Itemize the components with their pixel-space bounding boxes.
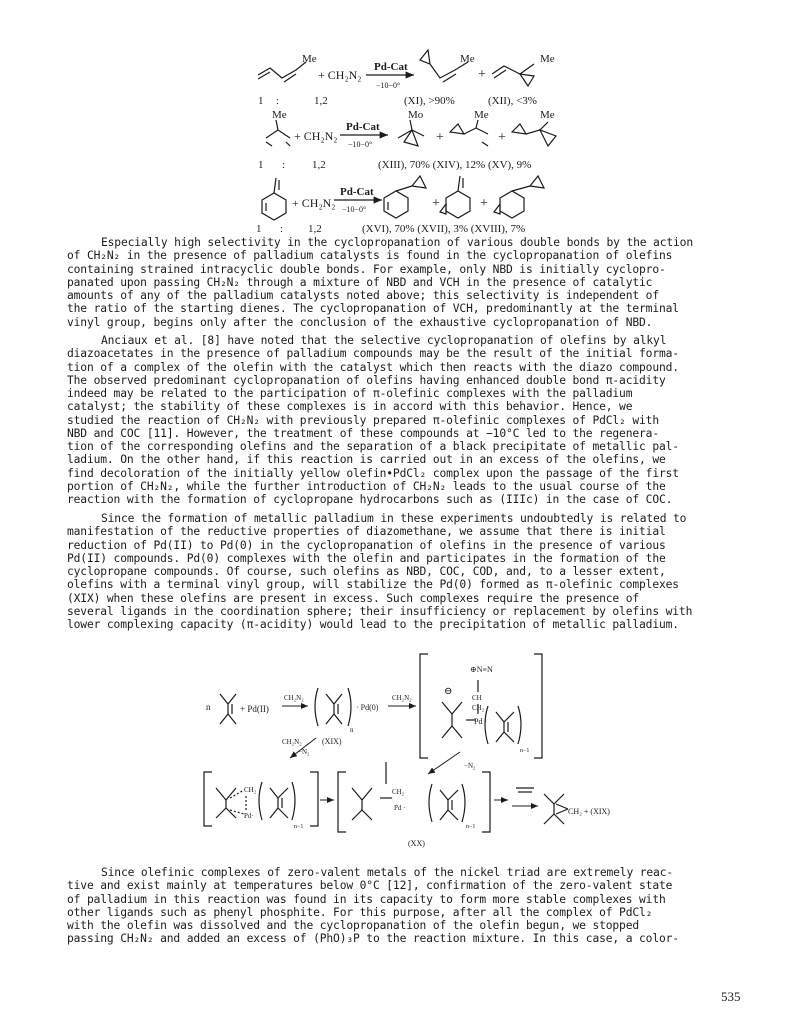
text-line: find decoloration of the initially yellow olefin•PdCl₂ complex upon the passage of the first [67,466,679,480]
text-line: tion of the corresponding olefins and the separation of a black precipitate of metallic pal- [67,440,679,453]
text-line: reduction of Pd(II) to Pd(0) in the cyclopropanation of olefins in the presence of various [67,538,666,552]
vinyl-norcarane-structure [440,176,470,218]
text-line: Since the formation of metallic palladium in these experiments undoubtedly is related to [101,512,687,525]
plus-sign: + [498,130,506,145]
diazonium-label: ⊕N≡N [470,665,493,674]
carbanion-minus: ⊖ [444,686,453,697]
text-line: ladium. On the other hand, if this reaction is carried out in an excess of the olefins, we [67,453,666,467]
methyl-label: Me [540,109,555,121]
text-line: portion of CH₂N₂, while the further introduction of CH₂N₂ leads to the usual course of the [67,479,666,493]
text-line: of CH₂N₂ in the presence of palladium catalysts is found in the cyclopropanation of olefins [67,249,673,263]
diene-structure [258,62,306,82]
ratio-colon: : [276,95,280,107]
text-line: amounts of any of the palladium catalysts noted above; this selectivity is independent of [67,289,659,302]
text-line: Anciaux et al. [8] have noted that the selective cyclopropanation of olefins by alkyl [101,334,667,347]
pd-ii-label: + Pd(II) [240,704,269,714]
text-line: olefins with a terminal vinyl group, will stabilize the Pd(0) formed as π-olefinic complexes [67,578,679,592]
conditions-label: −10−0° [376,81,401,90]
subscript-n-1: n−1 [294,824,304,830]
cyclopropyl-structure [492,64,534,86]
reagent-label: CH₂N₂ [284,694,304,702]
text-line: of palladium in this reaction was found in its capacity to form more stable complexes with [67,892,666,906]
page-number: 535 [721,989,741,1004]
ratio-b: 1,2 [312,159,326,171]
reaction-scheme-top [0,0,807,245]
pd-label: Pd · [474,717,488,726]
ratio-colon: : [280,223,284,235]
methyl-label: Me [460,53,475,65]
conditions-label: −10−0° [348,140,373,149]
catalyst-label: Pd-Cat [374,61,408,73]
plus-sign: + [478,67,486,82]
text-line: vinyl group, begins only after the conclusion of the exhaustive cyclopropanation of NBD. [67,315,653,329]
n2-loss-label: −N₂ [464,762,476,770]
n2-loss-label: −N₂ [298,748,310,756]
palladacyclobutane-intermediate [204,772,318,826]
text-line: reaction with the formation of cyclopropane hydrocarbons such as (IIIc) in the case of COC. [67,493,673,506]
text-line: panated upon passing CH₂N₂ through a mixture of NBD and VCH in the presence of catalytic [67,275,653,289]
product-yield: (XII), <3% [488,95,537,107]
text-line: lower complexing capacity (π-acidity) would lead to the precipitation of metallic palladium. [67,618,679,631]
pd-label: Pd· [244,812,254,820]
ch-label: CH [472,694,482,702]
methyl-label: Me [302,53,317,65]
plus-sign: + [436,130,444,145]
subscript-n-1: n−1 [520,748,530,754]
text-line: cyclopropane compounds. Of course, such olefins as NBD, COC, COD, and, to a lesser extent, [67,565,666,578]
paragraph-3 [67,512,761,631]
reagent-label: CH₂N₂ [282,738,302,746]
reagent-label: CH₂N₂ [392,694,412,702]
bicyclopropyl-structure [494,176,544,218]
ratio-a: 1 [258,159,264,171]
reagent: + CH₂N₂ [292,196,336,210]
plus-sign: + [480,196,488,211]
olefin-structure [516,788,534,792]
text-line: the ratio of the starting dienes. The cyclopropanation of VCH, predominantly at the terminal [67,302,679,316]
text-line: diazoacetates in the presence of palladium compounds may be the result of the initial forma- [67,347,679,361]
text-line: Since olefinic complexes of zero-valent metals of the nickel triad are extremely reac- [101,866,674,879]
ratio-a: 1 [258,95,264,107]
reaction-2 [258,109,556,171]
product-label: CH₂ + (XIX) [568,807,610,816]
text-line: studied the reaction of CH₂N₂ with previously prepared π-olefinic complexes of PdCl₂ with [67,413,659,427]
reaction-1 [258,50,555,107]
text-line: Especially high selectivity in the cyclopropanation of various double bonds by the action [101,236,693,249]
text-line: catalyst; the stability of these complexes is in accord with this behavior. Hence, we [67,400,633,414]
olefin-complex-xix [315,688,351,726]
cyclopropyl-structure [398,120,424,146]
metallacycle-intermediate-xx [338,762,490,832]
pd0-label: · Pd(0) [356,703,379,712]
compound-label: (XIX) [322,737,342,746]
text-line: passing CH₂N₂ and added an excess of (PhO)₃P to the reaction mixture. In this case, a color- [67,932,679,946]
product-yields: (XIII), 70% (XIV), 12% (XV), 9% [378,159,532,171]
ratio-colon: : [282,159,286,171]
cyclopropane-product [544,794,568,824]
reagent: + CH₂N₂ [318,68,362,82]
ratio-b: 1,2 [314,95,328,107]
text-line: with the olefin was dissolved and the cyclopropanation of the olefin begun, we stopped [67,919,640,932]
text-line: Pd(II) compounds. Pd(0) complexes with the olefin and participates in the formation of the [67,551,666,565]
pd-label: Pd · [394,804,406,812]
text-line: indeed may be related to the participation of π-olefinic complexes with the palladium [67,387,633,400]
conditions-label: −10−0° [342,205,367,214]
olefin-structure [220,694,236,724]
subscript-n-1: n−1 [466,824,476,830]
methyl-label: Me [474,109,489,121]
vinylcyclohexene-structure [262,178,286,220]
plus-sign: + [432,196,440,211]
dicyclopropyl-structure [512,122,556,146]
text-line: tive and exist mainly at temperatures below 0°C [12], confirmation of the zero-valent state [67,879,673,893]
product-yield: (XI), >90% [404,95,455,107]
mechanism-scheme [0,648,807,848]
text-line: several ligands in the coordination sphere; their insufficiency or replacement by olefins with [67,604,693,618]
cyclopropyl-cyclohexene-structure [384,176,426,218]
text-line: tion of a complex of the olefin with the catalyst which then reacts with the diazo compound. [67,360,679,374]
methyl-label: Me [272,109,287,121]
paragraph-4 [67,866,761,946]
methyl-label: Mo [408,109,424,121]
isoprene-structure [266,120,290,146]
product-yields: (XVI), 70% (XVII), 3% (XVIII), 7% [362,223,526,235]
coefficient-n: n [206,702,211,712]
text-line: The observed predominant cyclopropanation of olefins having enhanced double bond π-acidity [67,373,666,387]
text-line: NBD and COC [11]. However, the treatment of these compounds at −10°C led to the regenera- [67,426,659,440]
text-line: (XIX) when these olefins are present in excess. Such complexes require the presence of [67,591,640,605]
ch2-label: CH₂ [392,788,405,796]
text-line: other ligands such as phenyl phosphite. For this purpose, after all the complex of PdCl₂ [67,905,653,919]
reaction-3 [256,176,544,235]
subscript-n: n [350,726,354,734]
compound-label: (XX) [408,839,425,848]
cyclopropyl-structure [450,120,488,146]
ch2-label: CH₂ [472,704,485,712]
methyl-label: Me [540,53,555,65]
reaction-arrow [428,752,460,774]
ratio-a: 1 [256,223,262,235]
ch2-label: CH₂ [244,786,257,794]
catalyst-label: Pd-Cat [340,186,374,198]
text-line: containing strained intracyclic double bonds. For example, only NBD is initially cyclopro- [67,262,666,276]
catalyst-label: Pd-Cat [346,121,380,133]
reagent: + CH₂N₂ [294,129,338,143]
text-line: manifestation of the reductive properties of diazomethane, we assume that there is initial [67,525,666,539]
paragraph-1 [67,236,761,329]
paragraph-2 [67,334,761,506]
ratio-b: 1,2 [308,223,322,235]
